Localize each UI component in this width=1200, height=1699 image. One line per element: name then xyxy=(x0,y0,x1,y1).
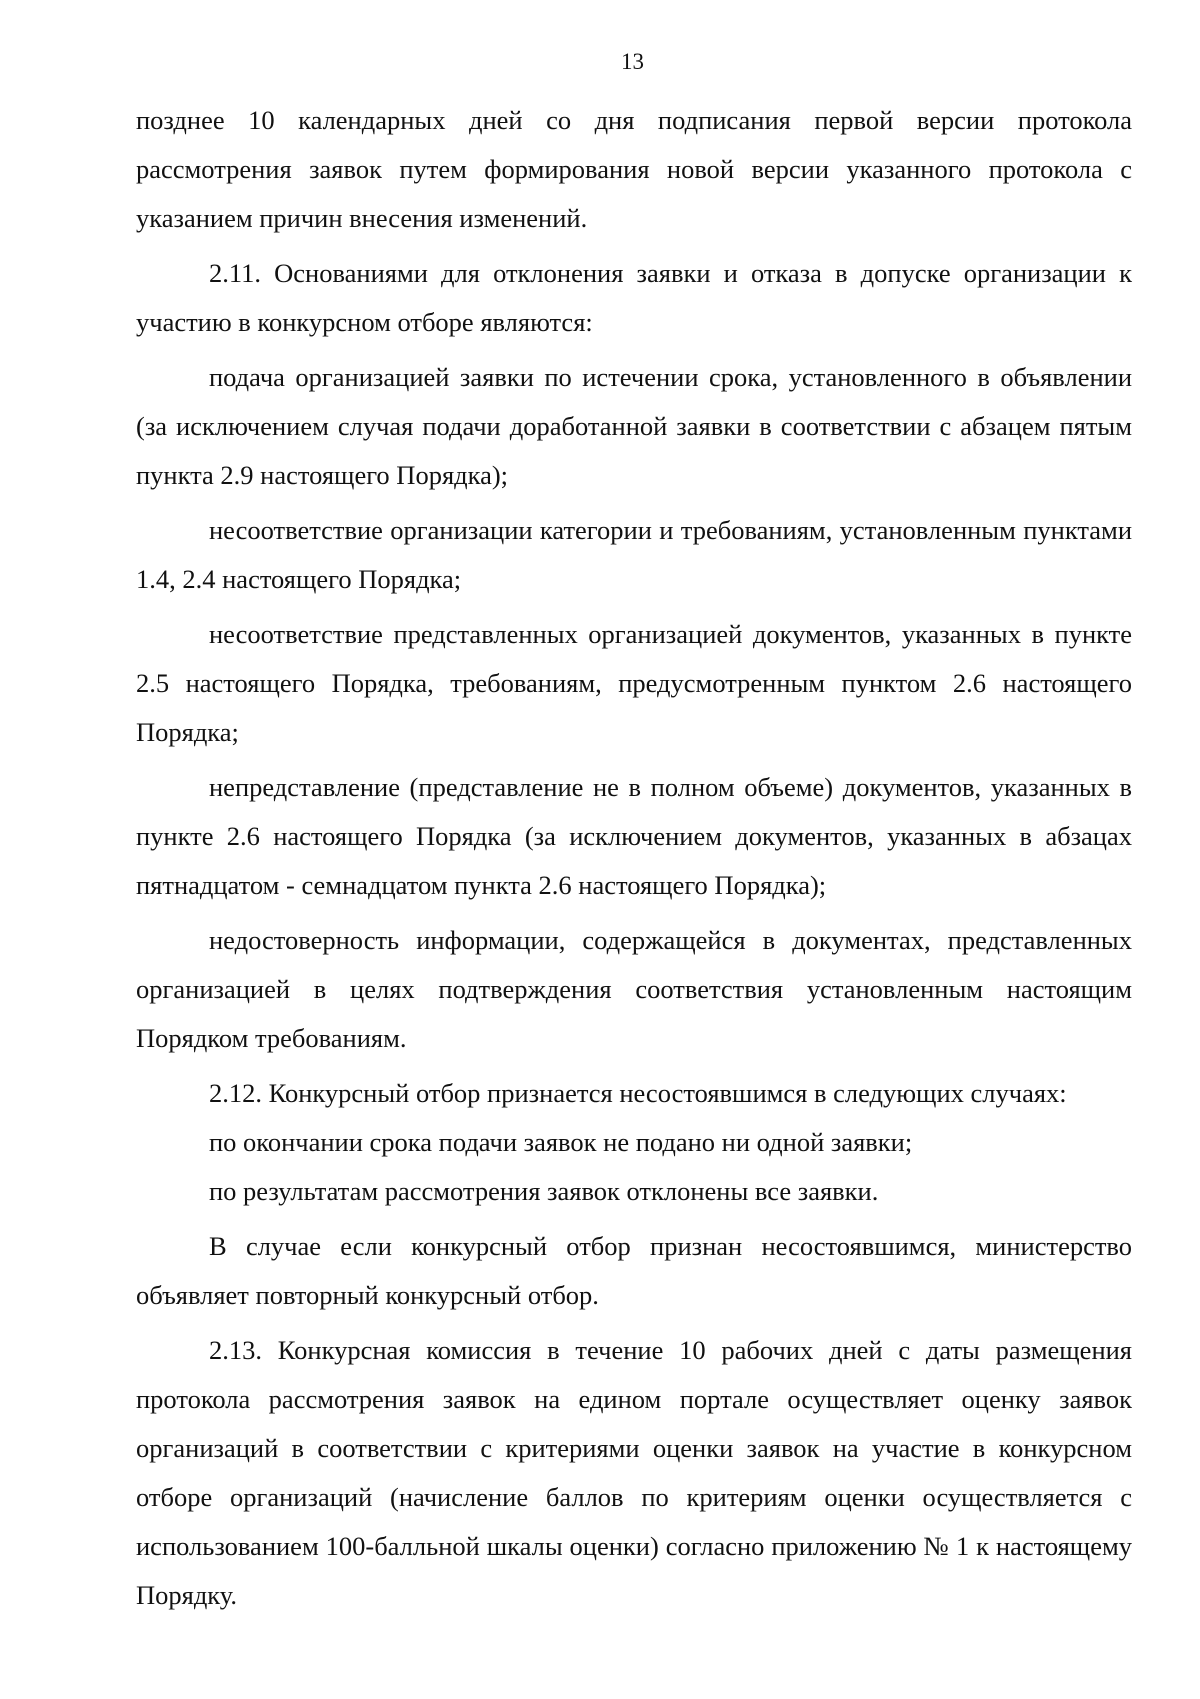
paragraph-late-submission: подача организацией заявки по истечении срока, установленного в объявлении (за исключением случая подачи доработанной заявки в соответствии с абзацем пятым пункта 2.9 настоящего Порядка); xyxy=(136,362,1132,490)
page-number: 13 xyxy=(621,49,644,74)
paragraph-documents-missing: непредставление (представление не в полном объеме) документов, указанных в пункте 2.6 настоящего Порядка (за исключением документов, указанных в абзацах пятнадцатом - семнадцатом пункта 2.6 настоящего Порядка); xyxy=(136,772,1132,900)
document-body xyxy=(136,96,1132,1620)
paragraph-documents-mismatch: несоответствие представленных организацией документов, указанных в пункте 2.5 настоящего Порядка, требованиям, предусмотренным пунктом 2.6 настоящего Порядка; xyxy=(136,619,1132,747)
paragraph-unreliable-info: недостоверность информации, содержащейся в документах, представленных организацией в целях подтверждения соответствия установленным настоящим Порядком требованиям. xyxy=(136,925,1132,1053)
paragraph-no-applications: по окончании срока подачи заявок не подано ни одной заявки; xyxy=(209,1127,913,1157)
paragraph-2-11: 2.11. Основаниями для отклонения заявки и отказа в допуске организации к участию в конкурсном отборе являются: xyxy=(136,258,1132,337)
paragraph-category-mismatch: несоответствие организации категории и требованиям, установленным пунктами 1.4, 2.4 настоящего Порядка; xyxy=(136,515,1132,594)
paragraph-2-12: 2.12. Конкурсный отбор признается несостоявшимся в следующих случаях: xyxy=(209,1078,1067,1108)
paragraph-continuation: позднее 10 календарных дней со дня подписания первой версии протокола рассмотрения заявок путем формирования новой версии указанного протокола с указанием причин внесения изменений. xyxy=(136,105,1132,233)
paragraph-all-rejected: по результатам рассмотрения заявок отклонены все заявки. xyxy=(209,1176,879,1206)
paragraph-2-13: 2.13. Конкурсная комиссия в течение 10 рабочих дней с даты размещения протокола рассмотрения заявок на едином портале осуществляет оценку заявок организаций в соответствии с критериями оценки заявок на участие в конкурсном отборе организаций (начисление баллов по критериям оценки осуществляется с использованием 100-балльной шкалы оценки) согласно приложению № 1 к настоящему Порядку. xyxy=(136,1335,1132,1610)
paragraph-repeat-selection: В случае если конкурсный отбор признан несостоявшимся, министерство объявляет повторный конкурсный отбор. xyxy=(136,1231,1132,1310)
